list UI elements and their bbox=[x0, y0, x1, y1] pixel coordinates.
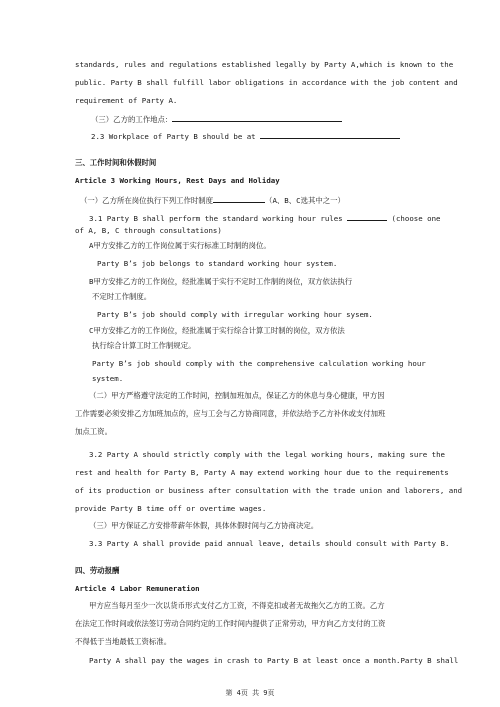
section-heading-cn: 三、工作时间和休假时间 bbox=[75, 158, 157, 167]
clause-4-cn-cont: 在法定工作时间或依法签订劳动合同约定的工作时间内提供了正常劳动，甲方向乙方支付的工资 bbox=[75, 619, 386, 628]
workplace-en-blank[interactable] bbox=[260, 130, 400, 139]
page-number: 第 4页 共 9页 bbox=[225, 689, 275, 697]
clause-3-2-cn: （二）甲方严格遵守法定的工作时间，控制加班加点，保证乙方的休息与身心健康，甲方因 bbox=[89, 391, 385, 400]
hour-system-cn-blank[interactable] bbox=[213, 194, 265, 203]
option-b-cn-cont: 不定时工作制度。 bbox=[92, 292, 152, 301]
hour-system-en-label: 3.1 Party B shall perform the standard working hour rules bbox=[89, 214, 343, 223]
option-c-en-cont: system. bbox=[92, 374, 124, 383]
article-heading-en: Article 4 Labor Remuneration bbox=[75, 584, 200, 593]
hour-system-en-blank[interactable] bbox=[347, 212, 387, 221]
text-line: requirement of Party A. bbox=[75, 96, 178, 105]
hour-system-en-line bbox=[89, 212, 440, 224]
option-a-cn: A甲方安排乙方的工作岗位属于实行标准工时制的岗位。 bbox=[89, 241, 271, 250]
option-c-en: Party B’s job should comply with the comprehensive calculation working hour bbox=[92, 359, 426, 368]
article-heading-en: Article 3 Working Hours, Rest Days and Holiday bbox=[75, 176, 280, 185]
hour-system-en-note: (choose one bbox=[391, 214, 441, 223]
workplace-en-line bbox=[91, 130, 400, 142]
hour-system-cn-label: （一）乙方所在岗位执行下列工作时制度 bbox=[80, 196, 214, 205]
clause-3-2-en-cont: rest and health for Party B, Party A may extend working hour due to the requirements bbox=[75, 468, 449, 477]
hour-system-cn-note: （A、B、C选其中之一） bbox=[265, 196, 345, 205]
workplace-cn-label: （三）乙方的工作地点： bbox=[91, 115, 173, 124]
clause-4-cn-cont: 不得低于当地最低工资标准。 bbox=[75, 637, 172, 646]
workplace-en-label: 2.3 Workplace of Party B should be at bbox=[91, 132, 256, 141]
workplace-cn-line bbox=[91, 113, 342, 125]
workplace-cn-blank[interactable] bbox=[172, 113, 342, 122]
clause-3-2-en-cont: of its production or business after consultation with the trade union and laborers, and bbox=[75, 486, 463, 495]
clause-4-cn: 甲方应当每月至少一次以货币形式支付乙方工资，不得克扣或者无故拖欠乙方的工资。乙方 bbox=[89, 601, 385, 610]
clause-3-3-cn: （三）甲方保证乙方安排带薪年休假，具体休假时间与乙方协商决定。 bbox=[89, 521, 319, 530]
clause-3-3-en: 3.3 Party A shall provide paid annual leave, details should consult with Party B. bbox=[89, 539, 450, 548]
text-line: standards, rules and regulations established legally by Party A,which is known to the bbox=[75, 60, 454, 69]
clause-3-2-cn-cont: 加点工资。 bbox=[75, 427, 112, 436]
text-line: public. Party B shall fulfill labor obligations in accordance with the job content and bbox=[75, 78, 458, 87]
option-b-en: Party B’s job should comply with irregular working hour sysem. bbox=[97, 310, 373, 319]
option-b-cn: B甲方安排乙方的工作岗位，经批准属于实行不定时工作制的岗位，双方依法执行 bbox=[89, 277, 353, 286]
hour-system-cn-line bbox=[80, 194, 345, 206]
section-heading-cn: 四、劳动报酬 bbox=[75, 566, 120, 575]
option-c-cn-cont: 执行综合计算工时工作制规定。 bbox=[92, 341, 196, 350]
text-line: of A, B, C through consultations) bbox=[75, 226, 222, 235]
clause-3-2-cn-cont: 工作需要必须安排乙方加班加点的，应与工会与乙方协商同意，并依法给予乙方补休或支付加班 bbox=[75, 409, 386, 418]
clause-4-en: Party A shall pay the wages in crash to Party B at least once a month.Party B shall bbox=[89, 656, 459, 665]
clause-3-2-en-cont: provide Party B time off or overtime wages. bbox=[75, 504, 267, 513]
option-c-cn: C甲方安排乙方的工作岗位，经批准属于实行综合计算工时制的岗位，双方依法 bbox=[89, 326, 345, 335]
option-a-en: Party B’s job belongs to standard working hour system. bbox=[97, 259, 338, 268]
clause-3-2-en: 3.2 Party A should strictly comply with the legal working hours, making sure the bbox=[89, 450, 445, 459]
